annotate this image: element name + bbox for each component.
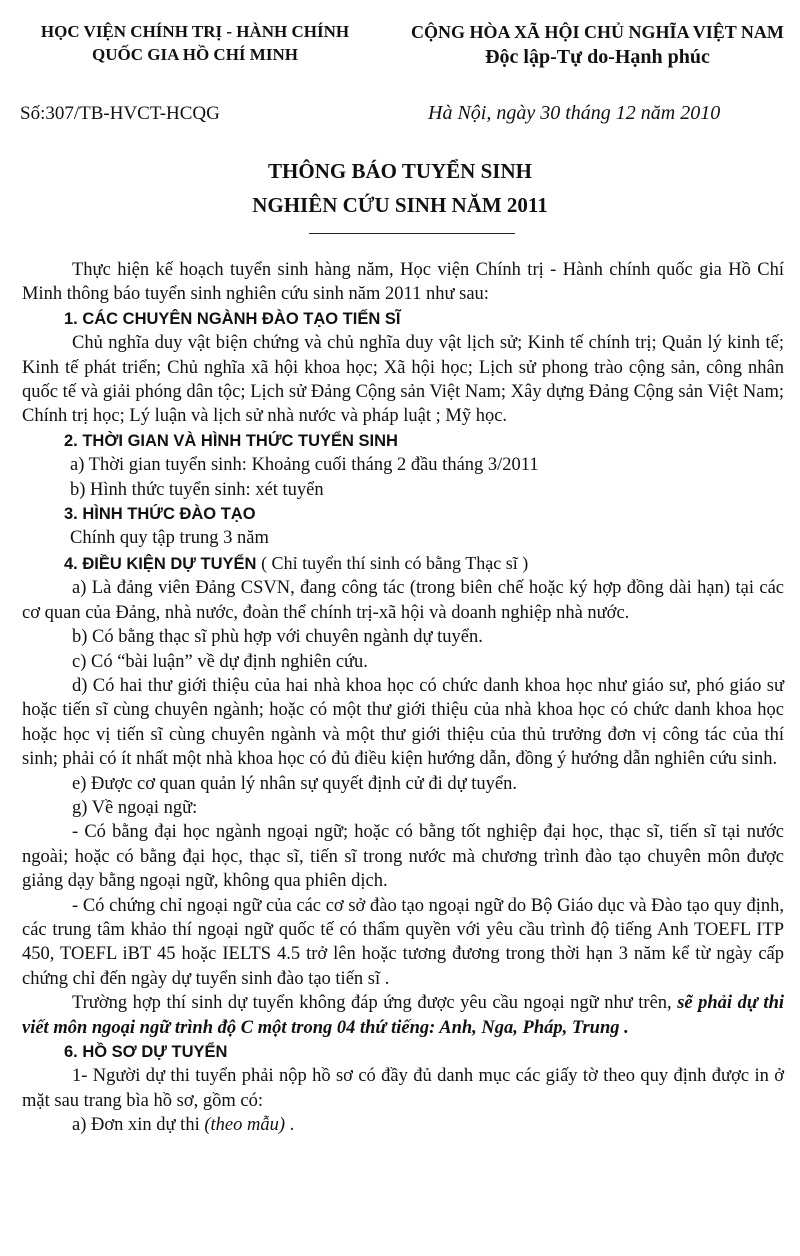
section-4-item-b: b) Có bằng thạc sĩ phù hợp với chuyên ngành dự tuyển. [72,627,483,648]
nation-line-1: CỘNG HÒA XÃ HỘI CHỦ NGHĨA VIỆT NAM [411,22,784,42]
org-line-1: HỌC VIỆN CHÍNH TRỊ - HÀNH CHÍNH [40,22,350,41]
language-requirement-1: - Có bằng đại học ngành ngoại ngữ; hoặc có bằng tốt nghiệp đại học, thạc sĩ, tiến sĩ tại nước ngoài; hoặc có bằng đại học, thạc sĩ, tiến sĩ trong nước mà chương trình đào tạo chuyên môn được giảng dạy bằng ngoại ngữ, không qua phiên dịch. [22,822,784,892]
title-underline [309,233,515,234]
section-6-item-a-text: a) Đơn xin dự thi [72,1115,200,1136]
title-line-1: THÔNG BÁO TUYỂN SINH [268,159,532,183]
section-4-note: ( Chỉ tuyển thí sinh có bằng Thạc sĩ ) [261,552,529,573]
section-4-item-g: g) Về ngoại ngữ: [72,797,198,818]
section-6-item-a-note: (theo mẫu) [204,1115,286,1136]
language-fallback-text: Trường hợp thí sinh dự tuyển không đáp ứng được yêu cầu ngoại ngữ như trên, [72,993,672,1014]
section-3-heading: 3. HÌNH THỨC ĐÀO TẠO [64,505,256,524]
section-6-item-a [22,1113,784,1137]
section-6-item-a-end: . [289,1115,295,1136]
section-4-title: 4. ĐIỀU KIỆN DỰ TUYỂN [64,554,257,573]
section-2-item-a: a) Thời gian tuyển sinh: Khoảng cuối tháng 2 đầu tháng 3/2011 [70,455,539,476]
section-4-item-a: a) Là đảng viên Đảng CSVN, đang công tác (trong biên chế hoặc ký hợp đồng dài hạn) tại các cơ quan của Đảng, nhà nước, đoàn thể chính trị-xã hội và doanh nghiệp nhà nước. [22,578,784,623]
language-requirement-2: - Có chứng chỉ ngoại ngữ của các cơ sở đào tạo ngoại ngữ do Bộ Giáo dục và Đào tạo quy định, các trung tâm khảo thí ngoại ngữ quốc tế có thẩm quyền với yêu cầu trình độ tiếng Anh TOEFL ITP 450, TOEFL iBT 45 hoặc IELTS 4.5 trở lên hoặc tương đương trong thời hạn 3 năm kể từ ngày cấp chứng chỉ đến ngày dự tuyển sinh đào tạo tiến sĩ . [22,895,784,989]
reference-number: Số:307/TB-HVCT-HCQG [20,103,220,124]
section-6-item-1: 1- Người dự thi tuyển phải nộp hồ sơ có đầy đủ danh mục các giấy tờ theo quy định được in ở mặt sau trang bìa hồ sơ, gồm có: [22,1066,784,1111]
section-4-item-e: e) Được cơ quan quản lý nhân sự quyết định cử đi dự tuyển. [72,773,517,794]
section-1-heading: 1. CÁC CHUYÊN NGÀNH ĐÀO TẠO TIẾN SĨ [64,309,401,328]
issuing-organization [10,20,380,66]
title-line-2: NGHIÊN CỨU SINH NĂM 2011 [252,193,548,217]
section-6-heading: 6. HỒ SƠ DỰ TUYỂN [64,1043,228,1061]
org-line-2: QUỐC GIA HỒ CHÍ MINH [92,45,298,64]
section-2-item-b: b) Hình thức tuyển sinh: xét tuyển [70,479,324,500]
language-fallback-emphasis: sẽ phải dự thi viết môn ngoại ngữ trình độ C một trong 04 thứ tiếng: Anh, Nga, Pháp, Trung . [22,993,784,1038]
section-3-text: Chính quy tập trung 3 năm [70,528,269,549]
section-1-text: Chủ nghĩa duy vật biện chứng và chủ nghĩa duy vật lịch sử; Kinh tế chính trị; Quản lý kinh tế; Kinh tế phát triển; Chủ nghĩa xã hội khoa học; Xã hội học; Lịch sử phong trào cộng sản, công nhân quốc tế và giải phóng dân tộc; Lịch sử Đảng Cộng sản Việt Nam; Xây dựng Đảng Cộng sản Việt Nam; Chính trị học; Lý luận và lịch sử nhà nước và pháp luật ; Mỹ học. [22,333,784,427]
issue-date: Hà Nội, ngày 30 tháng 12 năm 2010 [428,102,721,124]
section-4-item-c: c) Có “bài luận” về dự định nghiên cứu. [72,651,368,672]
section-4-item-d: d) Có hai thư giới thiệu của hai nhà khoa học có chức danh khoa học như giáo sư, phó giáo sư hoặc tiến sĩ cùng chuyên ngành; hoặc có một thư giới thiệu của nhà khoa học có chức danh khoa học hoặc học vị tiến sĩ cùng chuyên ngành và một thư giới thiệu của thủ trưởng đơn vị công tác của thí sinh; phải có ít nhất một nhà khoa học có đủ điều kiện hướng dẫn, đồng ý hướng dẫn nghiên cứu sinh. [22,675,784,770]
nation-line-2: Độc lập-Tự do-Hạnh phúc [485,46,710,68]
language-fallback [22,991,784,1040]
intro-paragraph: Thực hiện kế hoạch tuyển sinh hàng năm, Học viện Chính trị - Hành chính quốc gia Hồ Chí Minh thông báo tuyển sinh nghiên cứu sinh năm 2011 như sau: [22,260,784,305]
national-motto [400,20,795,70]
section-4-heading [22,551,784,576]
section-2-heading: 2. THỜI GIAN VÀ HÌNH THỨC TUYỂN SINH [64,431,398,450]
document-body [22,258,784,1138]
